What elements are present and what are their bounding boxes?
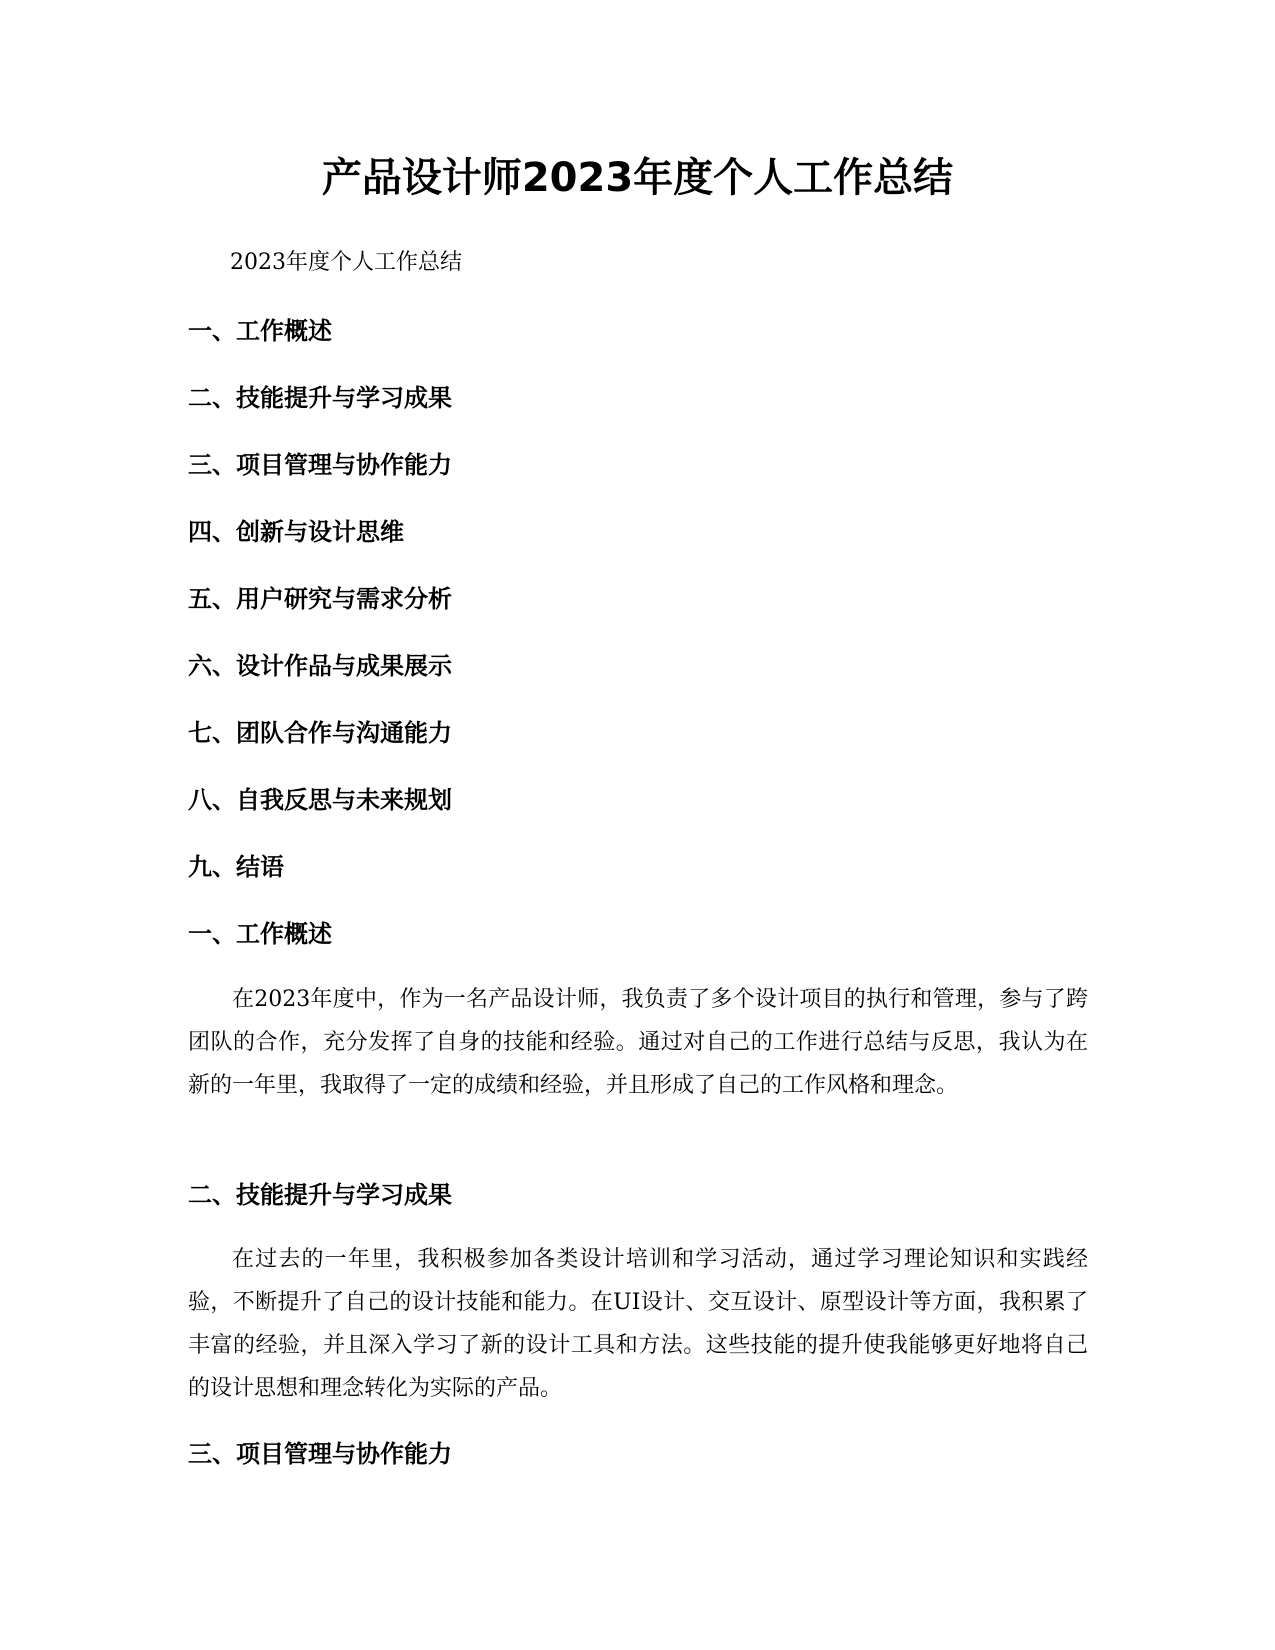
document-subtitle: 2023年度个人工作总结 — [230, 250, 462, 275]
toc-item: 九、结语 — [188, 853, 284, 881]
section-body-skills: 在过去的一年里，我积极参加各类设计培训和学习活动，通过学习理论知识和实践经验，不断提升了自己的设计技能和能力。在UI设计、交互设计、原型设计等方面，我积累了丰富的经验，并且深入学习了新的设计工具和方法。这些技能的提升使我能够更好地将自己的设计思想和理念转化为实际的产品。 — [188, 1247, 1088, 1401]
toc-item: 一、工作概述 — [188, 317, 332, 345]
section-heading-skills: 二、技能提升与学习成果 — [188, 1181, 452, 1209]
document-title: 产品设计师2023年度个人工作总结 — [321, 155, 954, 201]
toc-item: 三、项目管理与协作能力 — [188, 451, 452, 479]
section-body-overview: 在2023年度中，作为一名产品设计师，我负责了多个设计项目的执行和管理，参与了跨团队的合作，充分发挥了自身的技能和经验。通过对自己的工作进行总结与反思，我认为在新的一年里，我取得了一定的成绩和经验，并且形成了自己的工作风格和理念。 — [188, 987, 1088, 1098]
section-heading-overview: 一、工作概述 — [188, 920, 332, 948]
table-of-contents — [188, 314, 452, 917]
toc-item: 四、创新与设计思维 — [188, 518, 404, 546]
section-heading-project-management: 三、项目管理与协作能力 — [188, 1440, 452, 1468]
toc-item: 五、用户研究与需求分析 — [188, 585, 452, 613]
toc-item: 六、设计作品与成果展示 — [188, 652, 452, 680]
toc-item: 八、自我反思与未来规划 — [188, 786, 452, 814]
toc-item: 二、技能提升与学习成果 — [188, 384, 452, 412]
toc-item: 七、团队合作与沟通能力 — [188, 719, 452, 747]
